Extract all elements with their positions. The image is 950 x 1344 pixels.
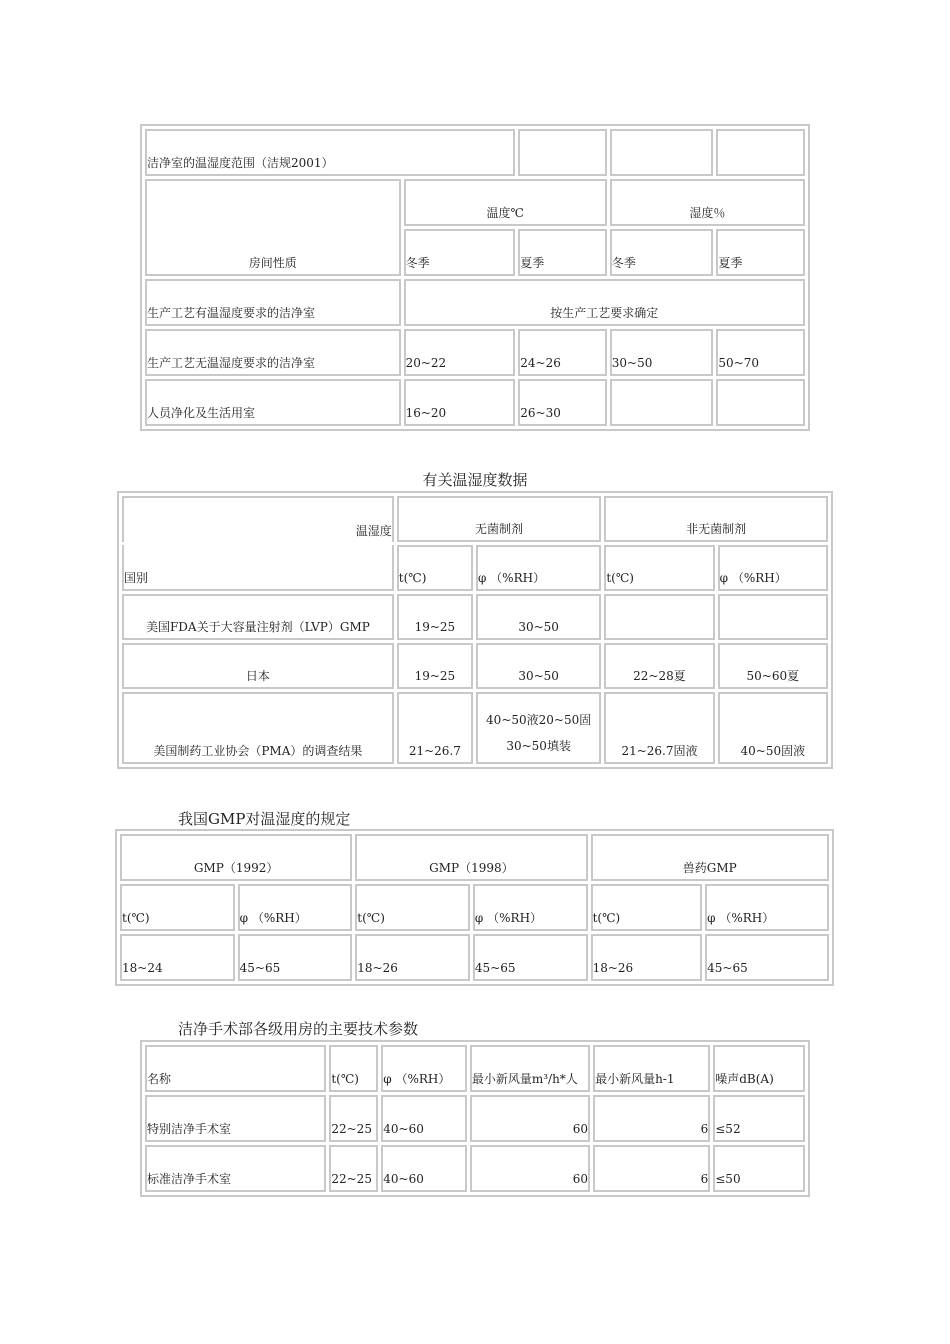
table1-title: 洁净室的温湿度范围（洁规2001） xyxy=(145,129,515,176)
table3-phi-head: φ （%RH） xyxy=(238,884,353,931)
table2-nonsterile-head: 非无菌制剂 xyxy=(604,496,828,542)
table2-t-head: t(℃) xyxy=(397,545,473,591)
table-cell: ≤50 xyxy=(713,1145,805,1192)
table3-phi-head: φ （%RH） xyxy=(705,884,829,931)
table-cell: 22~28夏 xyxy=(604,643,714,689)
table-cell: 30~50 xyxy=(476,594,601,640)
table-cell-multiline xyxy=(476,692,601,764)
table-cell: 19~25 xyxy=(397,643,473,689)
table-cell: 30~50 xyxy=(476,643,601,689)
table3-head: 兽药GMP xyxy=(591,834,829,881)
table-cell: 20~22 xyxy=(404,329,516,376)
table-row-label: 标准洁净手术室 xyxy=(145,1145,326,1192)
table1-winter: 冬季 xyxy=(610,229,714,276)
table-cell: 22~25 xyxy=(329,1145,378,1192)
table-cell: 22~25 xyxy=(329,1095,378,1142)
table2-t-head: t(℃) xyxy=(604,545,714,591)
table-cell: 18~24 xyxy=(120,934,235,981)
table-cell xyxy=(716,379,805,426)
table1-humid-head: 湿度％ xyxy=(610,179,805,226)
table-cell: 45~65 xyxy=(238,934,353,981)
table-cell: 45~65 xyxy=(705,934,829,981)
table-cell: 6 xyxy=(593,1145,710,1192)
table3-t-head: t(℃) xyxy=(591,884,703,931)
table-cell: 60 xyxy=(470,1145,590,1192)
table1-temp-head: 温度℃ xyxy=(404,179,607,226)
table-cell: 40~50固液 xyxy=(718,692,828,764)
table-cell: 50~70 xyxy=(716,329,805,376)
table4-head: 最小新风量h-1 xyxy=(593,1045,710,1092)
table3-head: GMP（1992） xyxy=(120,834,352,881)
caption-temp-humidity-data: 有关温湿度数据 xyxy=(422,471,528,489)
table2-phi-head: φ （%RH） xyxy=(476,545,601,591)
table-cell: 50~60夏 xyxy=(718,643,828,689)
table4-head: φ （%RH） xyxy=(381,1045,467,1092)
table3-t-head: t(℃) xyxy=(120,884,235,931)
table-cell: 45~65 xyxy=(473,934,588,981)
table2-phi-head: φ （%RH） xyxy=(718,545,828,591)
table-row-label: 特别洁净手术室 xyxy=(145,1095,326,1142)
table-cell: ≤52 xyxy=(713,1095,805,1142)
table2-corner-bottom: 国别 xyxy=(122,545,394,591)
table-temp-humidity-data xyxy=(117,491,833,769)
table-row-label: 人员净化及生活用室 xyxy=(145,379,401,426)
table-cell-line: 40~50液20~50固 xyxy=(486,713,592,727)
table-gmp-temp-humidity xyxy=(115,829,834,986)
table-cell: 21~26.7固液 xyxy=(604,692,714,764)
table-cell xyxy=(718,594,828,640)
table-operating-room-params xyxy=(140,1040,810,1197)
table-row-label: 美国制药工业协会（PMA）的调查结果 xyxy=(122,692,394,764)
table4-head: 名称 xyxy=(145,1045,326,1092)
table-cell: 19~25 xyxy=(397,594,473,640)
table-cell: 21~26.7 xyxy=(397,692,473,764)
table2-sterile-head: 无菌制剂 xyxy=(397,496,602,542)
table-cell: 16~20 xyxy=(404,379,516,426)
table1-room-type: 房间性质 xyxy=(145,179,401,276)
table-cell: 18~26 xyxy=(355,934,470,981)
caption-gmp-rules: 我国GMP对温湿度的规定 xyxy=(178,810,351,828)
table-row-label: 日本 xyxy=(122,643,394,689)
table1-summer: 夏季 xyxy=(716,229,805,276)
table-cell: 26~30 xyxy=(518,379,607,426)
table-row-label: 生产工艺有温湿度要求的洁净室 xyxy=(145,279,401,326)
table4-head: t(℃) xyxy=(329,1045,378,1092)
table-cell: 18~26 xyxy=(591,934,703,981)
table-cell: 40~60 xyxy=(381,1145,467,1192)
table-cell: 30~50 xyxy=(610,329,714,376)
table3-phi-head: φ （%RH） xyxy=(473,884,588,931)
table1-summer: 夏季 xyxy=(518,229,607,276)
table-cell: 40~60 xyxy=(381,1095,467,1142)
table4-head: 噪声dB(A) xyxy=(713,1045,805,1092)
table3-t-head: t(℃) xyxy=(355,884,470,931)
table-cell: 6 xyxy=(593,1095,710,1142)
table-row-label: 生产工艺无温湿度要求的洁净室 xyxy=(145,329,401,376)
table-cell xyxy=(604,594,714,640)
table-row-label: 美国FDA关于大容量注射剂（LVP）GMP xyxy=(122,594,394,640)
table-cell xyxy=(610,379,714,426)
table4-head: 最小新风量m³/h*人 xyxy=(470,1045,590,1092)
table1-winter: 冬季 xyxy=(404,229,516,276)
table-cleanroom-temp-humidity xyxy=(140,124,810,431)
table-cell: 60 xyxy=(470,1095,590,1142)
caption-operating-room-params: 洁净手术部各级用房的主要技术参数 xyxy=(178,1020,419,1038)
table-cell-line: 30~50填装 xyxy=(506,739,571,753)
table-cell: 按生产工艺要求确定 xyxy=(404,279,805,326)
table-cell: 24~26 xyxy=(518,329,607,376)
table2-corner-top: 温湿度 xyxy=(122,496,394,542)
table3-head: GMP（1998） xyxy=(355,834,587,881)
